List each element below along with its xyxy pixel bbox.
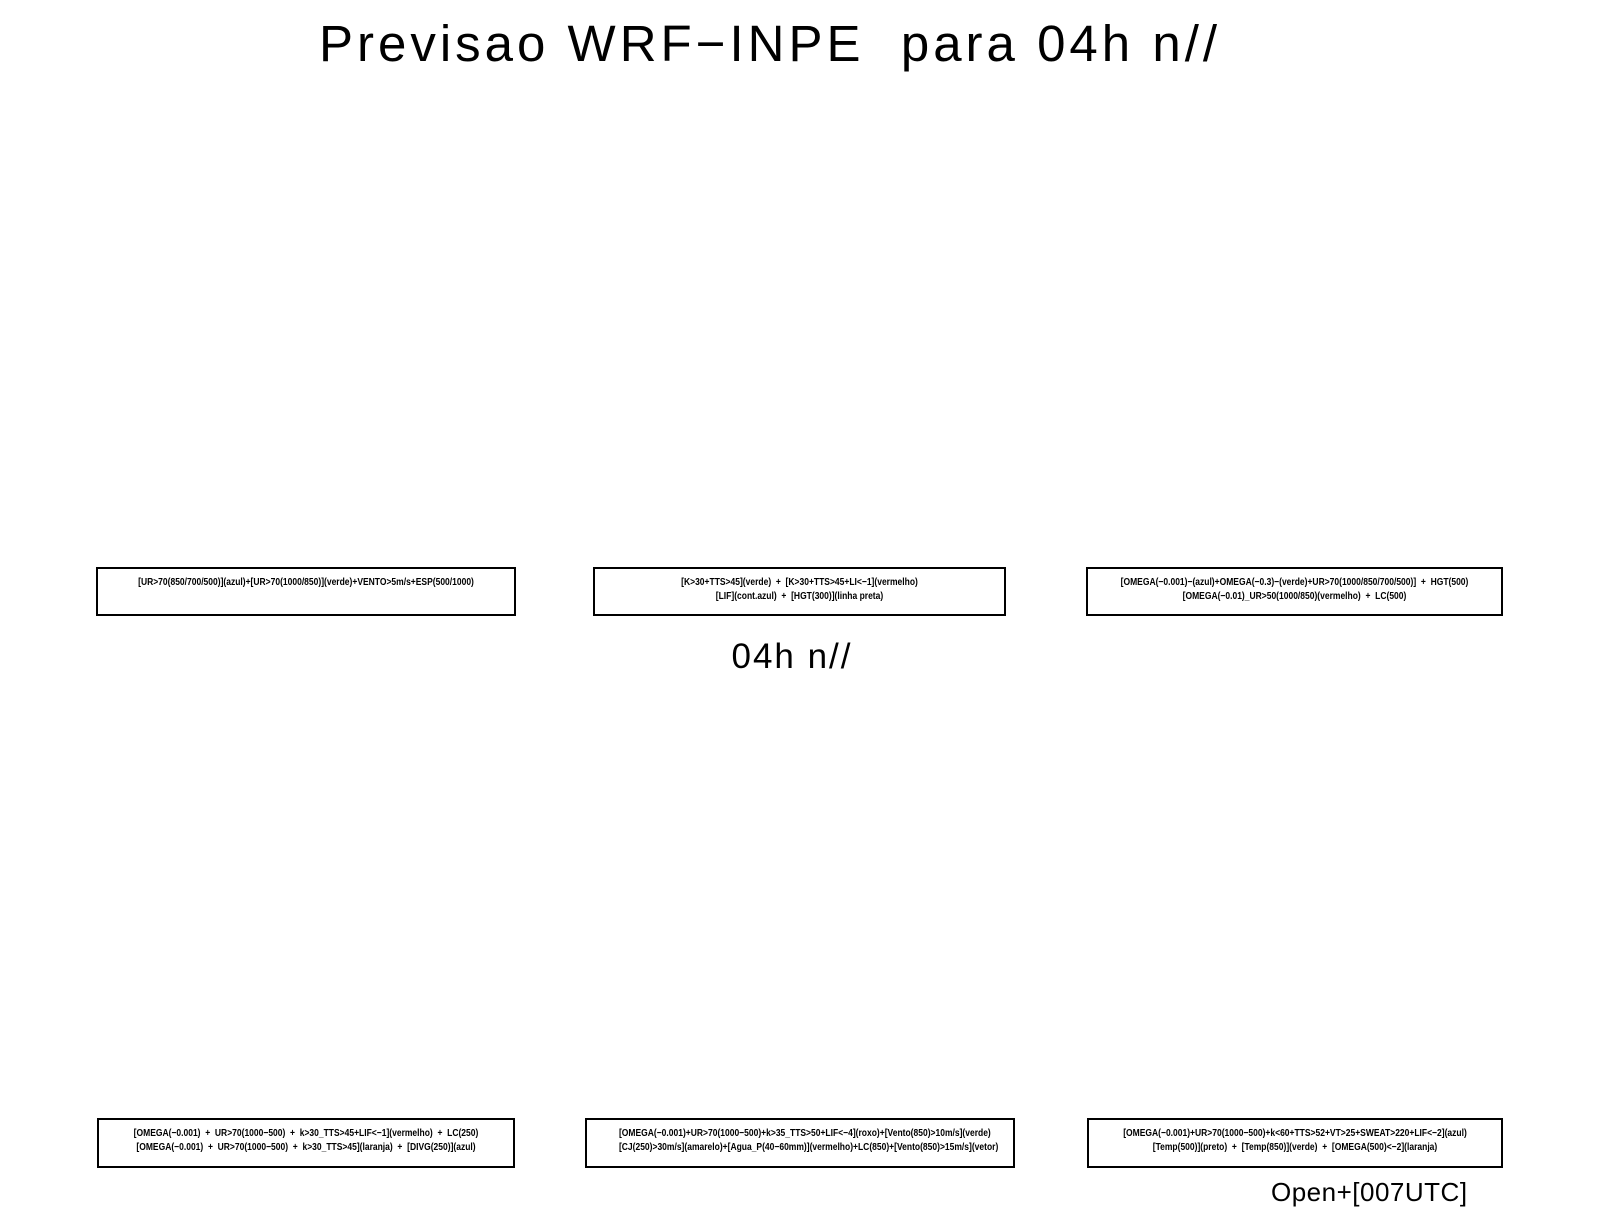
caption-line: [K>30+TTS>45](verde) + [K>30+TTS>45+LI<−1](vermelho) [681, 577, 918, 588]
legend-box-bottom-left [97, 1118, 515, 1168]
caption-line: [LIF](cont.azul) + [HGT(300)](linha preta) [715, 591, 884, 602]
footer-timestamp: Open+[007UTC] [1271, 1177, 1468, 1207]
legend-box-bottom-right [1087, 1118, 1503, 1168]
caption-line: [OMEGA(−0.01)_UR>50(1000/850)(vermelho) + LC(500) [1182, 591, 1407, 602]
caption-line: [OMEGA(−0.001)−(azul)+OMEGA(−0.3)−(verde)+UR>70(1000/850/700/500)] + HGT(500) [1120, 577, 1469, 588]
legend-box-top-right [1086, 567, 1503, 616]
legend-box-top-center [593, 567, 1006, 616]
caption-line: [OMEGA(−0.001) + UR>70(1000−500) + k>30_TTS>45+LIF<−1](vermelho) + LC(250) [133, 1128, 479, 1139]
caption-line: [UR>70(850/700/500)](azul)+[UR>70(1000/850)](verde)+VENTO>5m/s+ESP(500/1000) [138, 577, 474, 588]
validity-label: 04h n// [731, 637, 853, 676]
caption-line: [OMEGA(−0.001)+UR>70(1000−500)+k>35_TTS>50+LIF<−4](roxo)+[Vento(850)>10m/s](verde) [618, 1128, 991, 1139]
caption-line: [CJ(250)>30m/s](amarelo)+[Agua_P(40−60mm)](vermelho)+LC(850)+[Vento(850)>15m/s](vetor) [618, 1142, 999, 1153]
caption-line: [OMEGA(−0.001) + UR>70(1000−500) + k>30_TTS>45](laranja) + [DIVG(250)](azul) [136, 1142, 476, 1153]
caption-line: [Temp(500)](preto) + [Temp(850)](verde) + [OMEGA(500)<−2](laranja) [1152, 1142, 1438, 1153]
legend-box-top-left [96, 567, 516, 616]
page-title: Previsao WRF−INPE para 04h n// [318, 15, 1222, 72]
legend-box-bottom-center [585, 1118, 1015, 1168]
caption-line: [OMEGA(−0.001)+UR>70(1000−500)+k<60+TTS>52+VT>25+SWEAT>220+LIF<−2](azul) [1123, 1128, 1467, 1139]
